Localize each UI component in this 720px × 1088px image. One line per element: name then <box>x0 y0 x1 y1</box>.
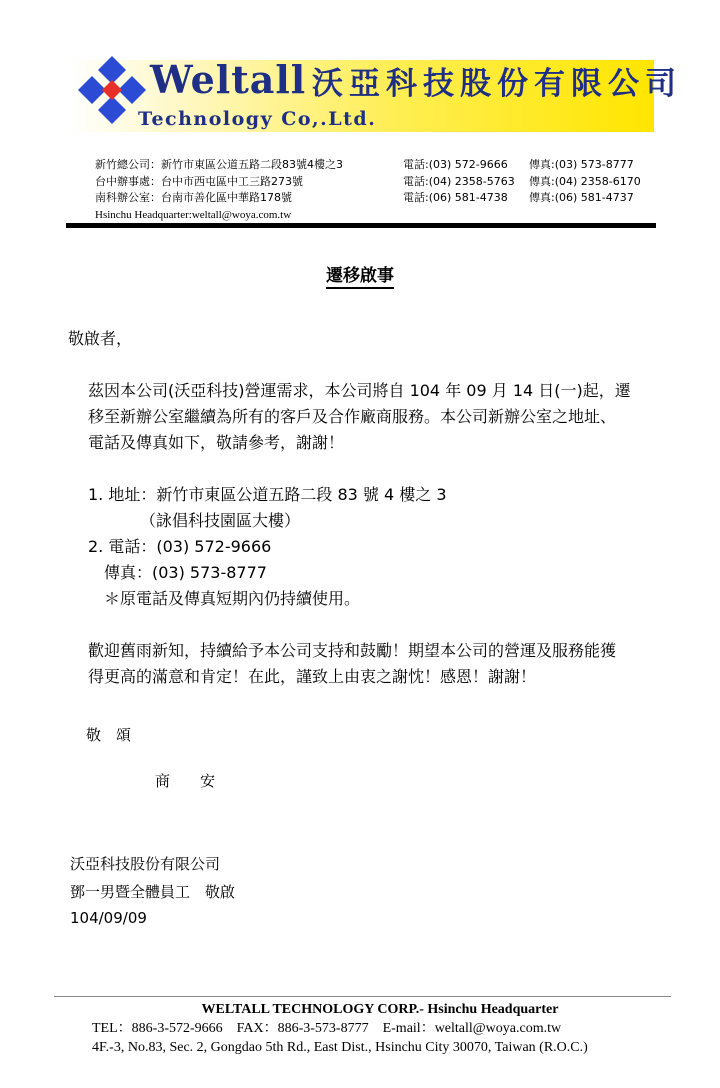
branch-fax: 傳真:(06) 581-4737 <box>529 191 634 204</box>
branch-fax: 傳真:(04) 2358-6170 <box>529 175 641 188</box>
list-note: ＊原電話及傳真短期內仍持續使用。 <box>104 589 361 608</box>
document-title <box>0 265 720 287</box>
footer-contact: TEL：886-3-572-9666 FAX：886-3-573-8777 E-mail：weltall@woya.com.tw <box>92 1021 562 1036</box>
brand-name: Weltall <box>150 57 307 102</box>
branch-phone: 電話:(04) 2358-5763 <box>403 175 515 188</box>
brand-name-cn: 沃亞科技股份有限公司 <box>312 66 682 102</box>
paragraph-line: 歡迎舊雨新知，持續給予本公司支持和鼓勵！期望本公司的營運及服務能獲 <box>88 641 617 660</box>
signature-company: 沃亞科技股份有限公司 <box>70 855 221 873</box>
paragraph-line: 茲因本公司(沃亞科技)營運需求，本公司將自 104 年 09 月 14 日(一)起，遷 <box>88 381 631 400</box>
paragraph-line: 電話及傳真如下，敬請參考，謝謝！ <box>88 433 345 452</box>
branch-phone: 電話:(03) 572-9666 <box>403 158 508 171</box>
paragraph-line: 移至新辦公室繼續為所有的客戶及合作廠商服務。本公司新辦公室之地址、 <box>88 407 617 426</box>
signature-date: 104/09/09 <box>70 909 147 927</box>
list-item-address-sub: （詠倡科技園區大樓） <box>140 511 301 530</box>
branch-fax: 傳真:(03) 573-8777 <box>529 158 634 171</box>
paragraph-line: 得更高的滿意和肯定！在此，謹致上由衷之謝忱！感恩！謝謝！ <box>88 667 537 686</box>
branch-phone: 電話:(06) 581-4738 <box>403 191 508 204</box>
footer-address: 4F.-3, No.83, Sec. 2, Gongdao 5th Rd., East Dist., Hsinchu City 30070, Taiwan (R.O.C.) <box>92 1040 588 1055</box>
salutation: 敬啟者， <box>68 329 133 348</box>
closing-phrase: 敬 頌 <box>86 726 132 744</box>
closing-regards: 商 安 <box>155 772 216 790</box>
footer-company: WELTALL TECHNOLOGY CORP.- Hsinchu Headquarter <box>201 1002 559 1017</box>
branch-address: 新竹總公司：新竹市東區公道五路二段83號4樓之3 <box>95 158 343 171</box>
signature-signer: 鄧一男暨全體員工 敬啟 <box>70 883 236 901</box>
list-item-phone: 2. 電話：(03) 572-9666 <box>88 537 272 556</box>
footer-divider <box>54 996 671 997</box>
list-item-fax: 傳真：(03) 573-8777 <box>104 563 267 582</box>
branch-address: 南科辦公室：台南市善化區中華路178號 <box>95 191 292 204</box>
document-title-text: 遷移啟事 <box>326 266 394 289</box>
branch-address: 台中辦事處：台中市西屯區中工三路273號 <box>95 175 303 188</box>
hq-email: Hsinchu Headquarter:weltall@woya.com.tw <box>95 209 292 221</box>
list-item-address: 1. 地址：新竹市東區公道五路二段 83 號 4 樓之 3 <box>88 485 447 504</box>
header-divider <box>66 223 656 228</box>
brand-subtitle: Technology Co,.Ltd. <box>138 108 377 130</box>
